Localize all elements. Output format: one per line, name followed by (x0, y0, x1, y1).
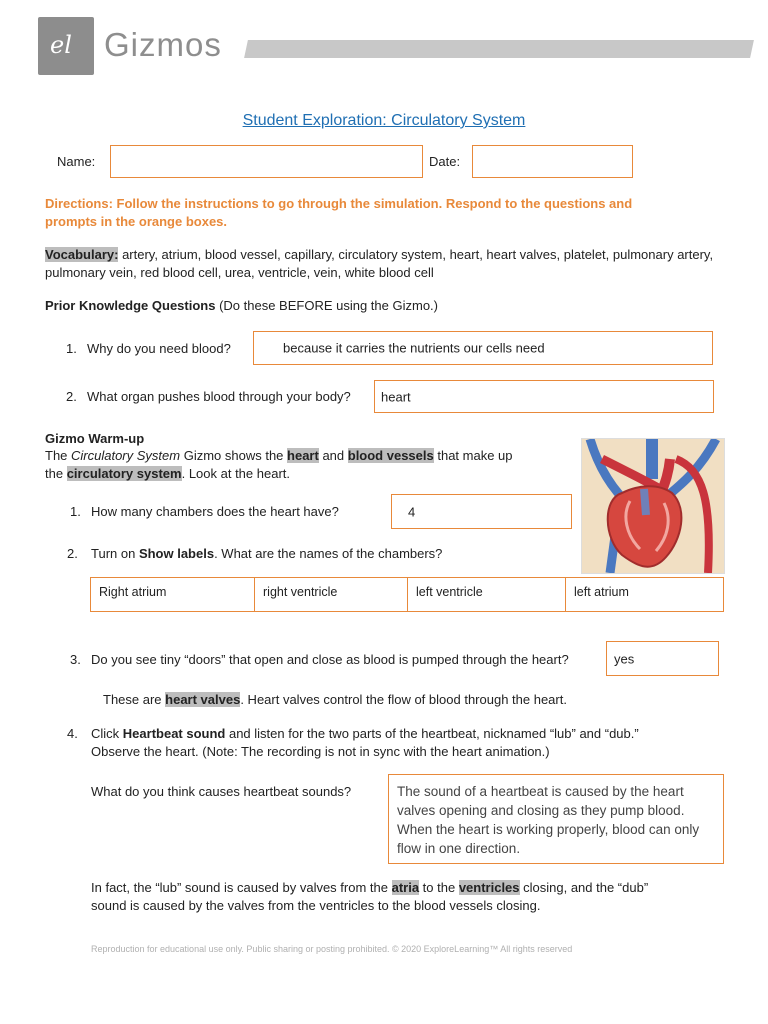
pk-q1-answer-field[interactable]: because it carries the nutrients our cells need (253, 331, 713, 365)
chamber-cell-2[interactable]: right ventricle (255, 578, 408, 612)
date-label: Date: (429, 154, 461, 169)
directions: Directions: Follow the instructions to go through the simulation. Respond to the questions and prompts in the orange boxes. (45, 196, 633, 229)
fact-paragraph: In fact, the “lub” sound is caused by valves from the atria to the ventricles closing, and the “dub” sound is caused by the valves from the ventricles to the blood vessels closing. (91, 880, 649, 913)
wu-q4-number: 4. (67, 726, 78, 741)
chamber-cell-1[interactable]: Right atrium (91, 578, 255, 612)
chambers-table (90, 577, 724, 612)
vocabulary-label: Vocabulary: (45, 247, 119, 262)
pk-q2-answer-field[interactable]: heart (374, 380, 714, 413)
vocabulary (45, 246, 725, 282)
name-label: Name: (57, 154, 96, 169)
heart-valves-note: These are heart valves. Heart valves control the flow of blood through the heart. (103, 692, 567, 707)
wu-q1-text: How many chambers does the heart have? (91, 504, 339, 519)
pk-q2-number: 2. (66, 389, 77, 404)
wu-q3-answer-field[interactable]: yes (606, 641, 719, 676)
wu-q3-text: Do you see tiny “doors” that open and close as blood is pumped through the heart? (91, 652, 569, 667)
warmup-intro: The Circulatory System Gizmo shows the heart and blood vessels that make up the circulatory system. Look at the heart. (45, 448, 513, 481)
heart-illustration (581, 438, 725, 574)
svg-text:el: el (50, 31, 72, 59)
wu-q4-prompt: What do you think causes heartbeat sounds? (91, 784, 352, 799)
gizmos-logo (38, 17, 94, 75)
wu-q2-number: 2. (67, 546, 78, 561)
wu-q1-number: 1. (70, 504, 81, 519)
wu-q3-number: 3. (70, 652, 81, 667)
wu-q1-answer-field[interactable]: 4 (391, 494, 572, 529)
pk-q2-text: What organ pushes blood through your body? (87, 389, 351, 404)
pk-q1-text: Why do you need blood? (87, 341, 231, 356)
wu-q4-answer-field[interactable]: The sound of a heartbeat is caused by the heart valves opening and closing as they pump blood. When the heart is working properly, blood can only flow in one direction. (388, 774, 724, 864)
prior-knowledge-heading: Prior Knowledge Questions (Do these BEFORE using the Gizmo.) (45, 298, 438, 313)
chamber-cell-3[interactable]: left ventricle (408, 578, 566, 612)
name-field[interactable] (110, 145, 423, 178)
date-field[interactable] (472, 145, 633, 178)
wu-q4-text: Click Heartbeat sound and listen for the two parts of the heartbeat, nicknamed “lub” and “dub.” Observe the heart. (Note: The recording is not in sync with the heart animation.) (91, 726, 639, 759)
warmup-heading: Gizmo Warm-up (45, 431, 145, 446)
brand-name: Gizmos (104, 26, 222, 63)
heart-icon (582, 439, 724, 573)
header-bar (244, 40, 754, 58)
vocabulary-text: artery, atrium, blood vessel, capillary, circulatory system, heart, heart valves, platelet, pulmonary artery, pulmonary vein, red blood cell, urea, ventricle, vein, white blood cell (45, 247, 714, 280)
el-logo-icon (46, 29, 86, 61)
footer-copyright: Reproduction for educational use only. Public sharing or posting prohibited. © 2020 ExploreLearning™ All rights reserved (91, 944, 573, 954)
wu-q2-text: Turn on Show labels. What are the names of the chambers? (91, 546, 443, 561)
chamber-cell-4[interactable]: left atrium (566, 578, 724, 612)
page-title: Student Exploration: Circulatory System (242, 112, 526, 129)
pk-q1-number: 1. (66, 341, 77, 356)
